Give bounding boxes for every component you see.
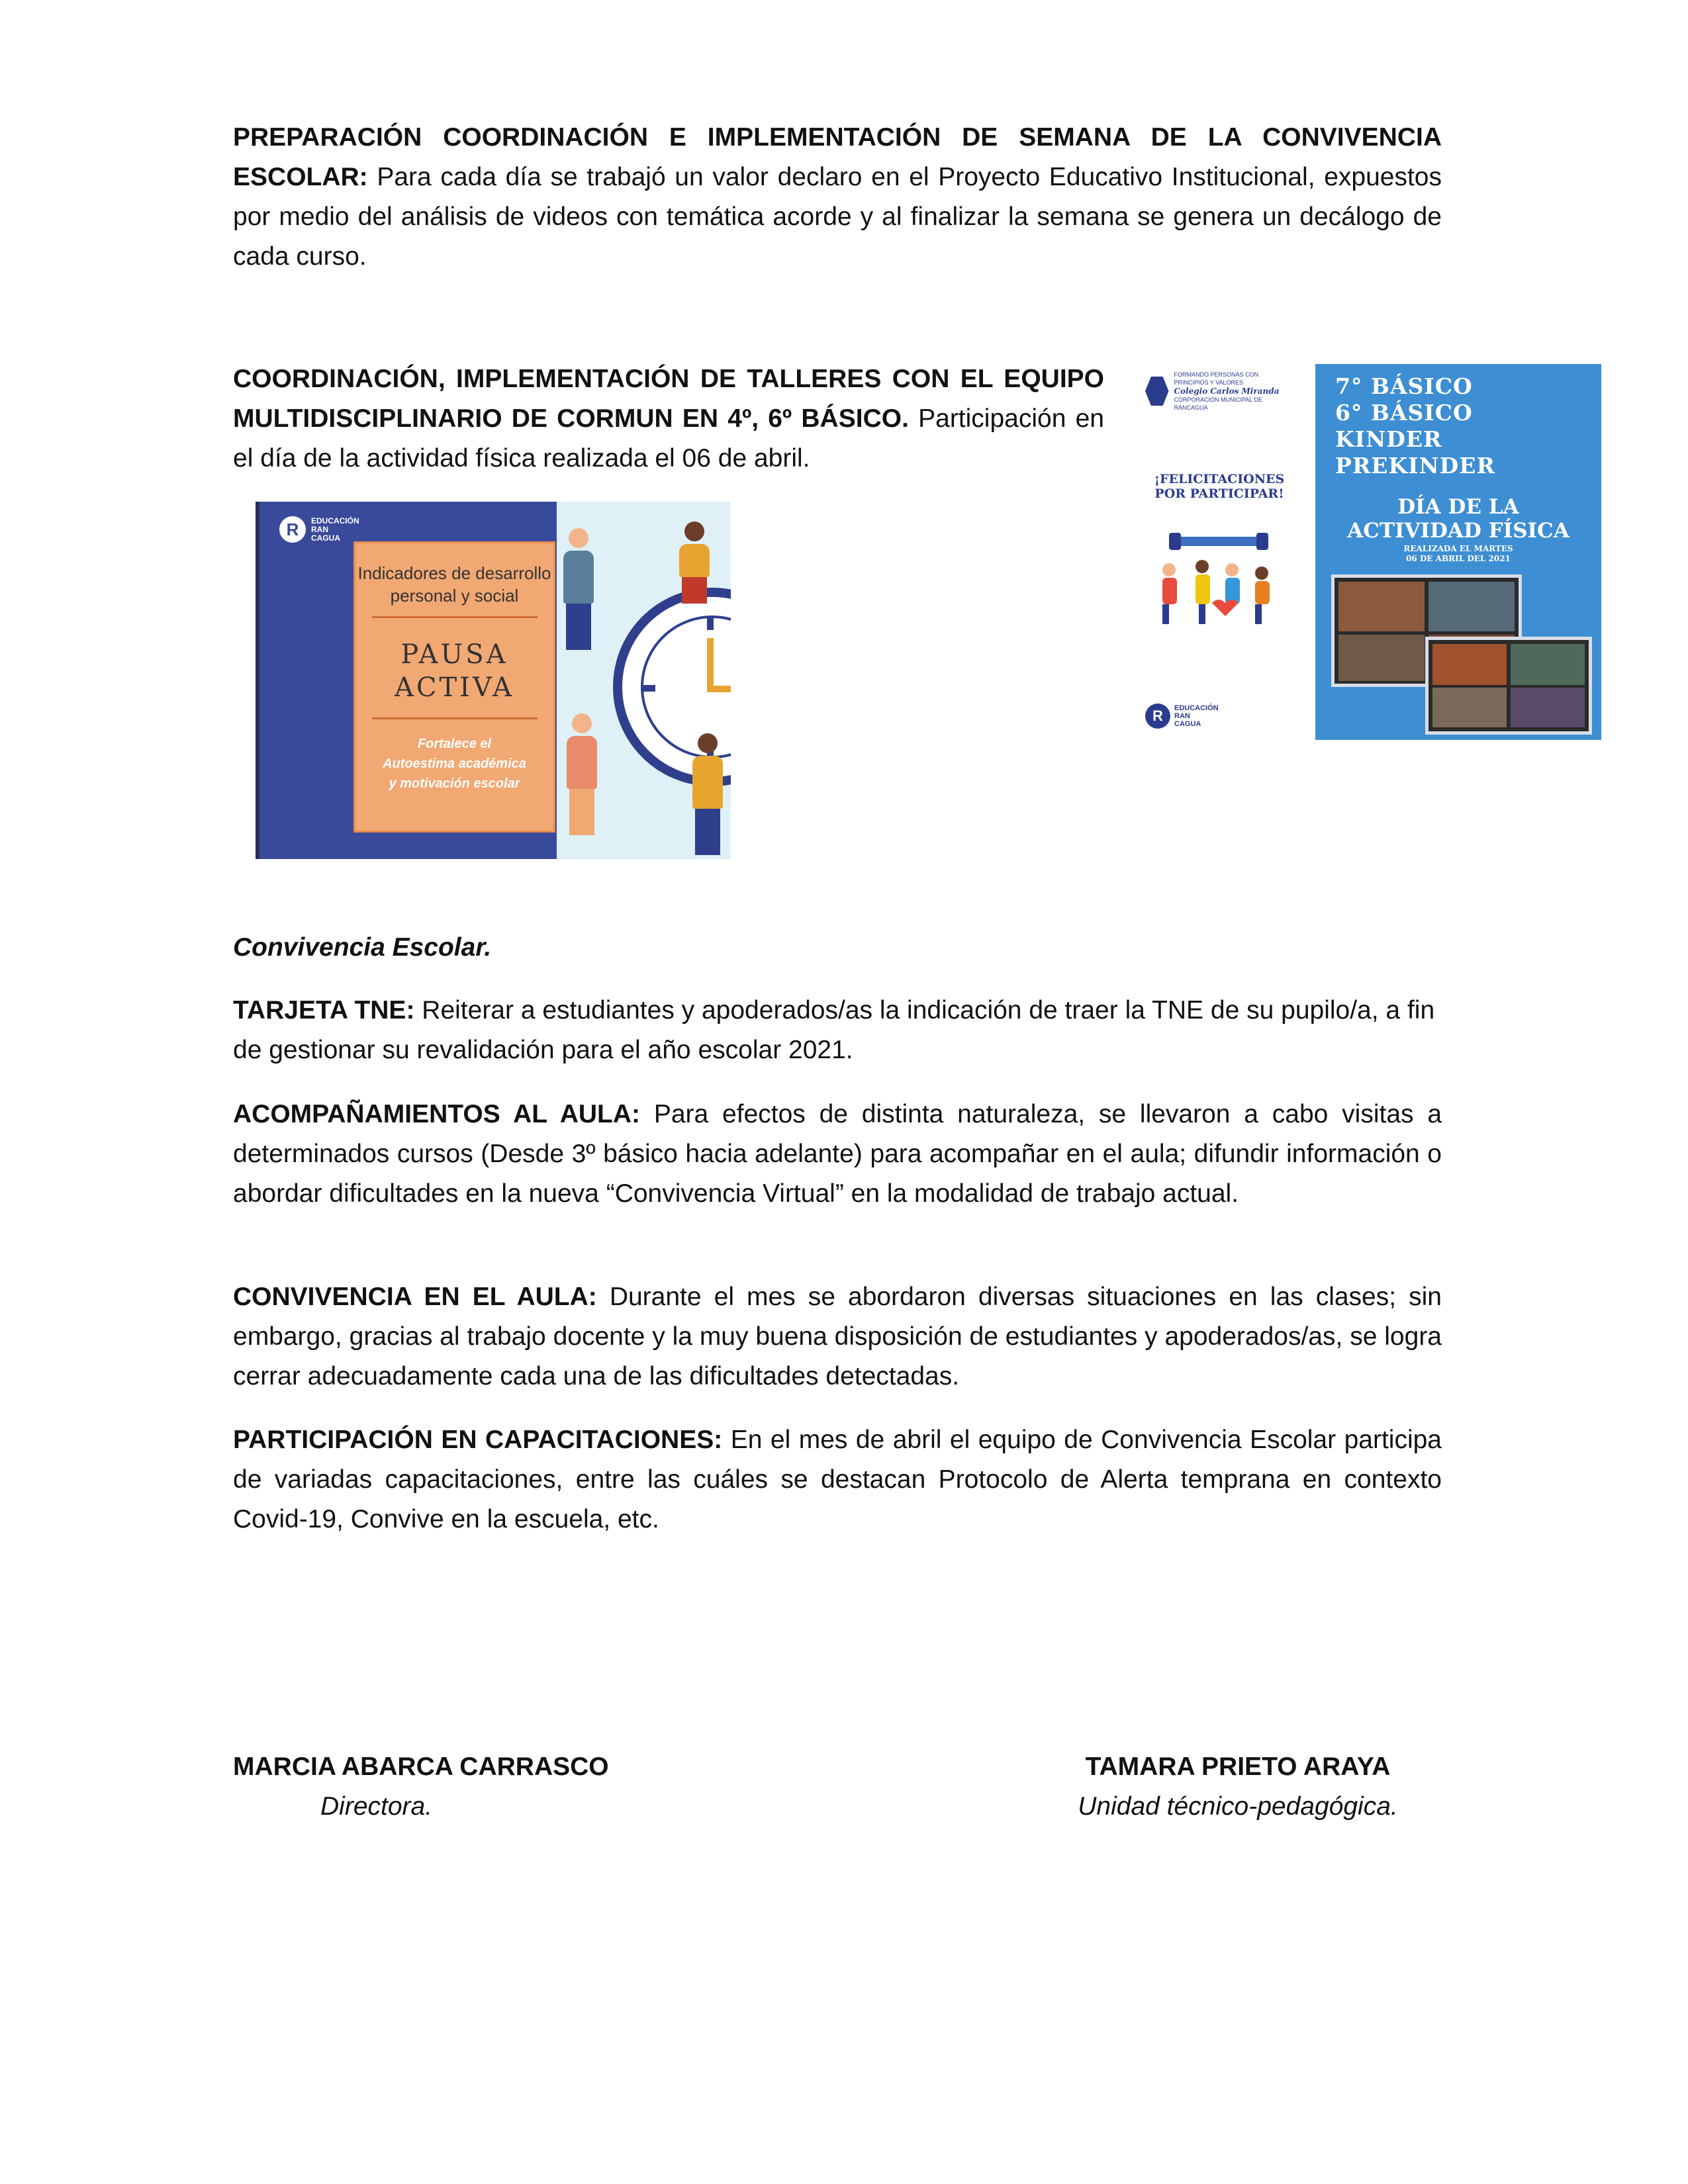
signature-right <box>1033 1747 1443 1827</box>
right-signer-name: TAMARA PRIETO ARAYA <box>1085 1752 1391 1781</box>
event-date-1: REALIZADA EL MARTES <box>1403 544 1513 553</box>
semana-heading: PREPARACIÓN COORDINACIÓN E IMPLEMENTACIÓN DE SEMANA DE LA CONVIVENCIA ESCOLAR: <box>233 123 1442 191</box>
badge-top-text: FORMANDO PERSONAS CON PRINCIPIOS Y VALORES <box>1174 371 1259 386</box>
video-call-screenshot-2 <box>1425 637 1592 735</box>
grade-1: 7° BÁSICO <box>1335 373 1473 399</box>
badge-bottom-text: CORPORACIÓN MUNICIPAL DE RANCAGUA <box>1174 396 1263 411</box>
capacitaciones-paragraph <box>233 1420 1442 1539</box>
pointing-person-icon <box>567 713 597 835</box>
r-logo-icon: R <box>279 516 306 543</box>
pausa-activa-image <box>256 502 731 859</box>
logo-text-2: RAN <box>311 524 328 534</box>
acompanamientos-paragraph <box>233 1095 1442 1214</box>
felicitaciones-text: ¡FELICITACIONES POR PARTICIPAR! <box>1154 472 1285 501</box>
signature-left <box>233 1747 696 1827</box>
acompanamientos-heading: ACOMPAÑAMIENTOS AL AULA: <box>233 1100 641 1128</box>
event-date-2: 06 DE ABRIL DEL 2021 <box>1406 554 1511 563</box>
capacitaciones-body: En el mes de abril el equipo de Convivencia Escolar participa de variadas capacitaciones, entre las cuáles se destacan Protocolo de Alerta temprana en contexto Covid-19, Convive en la escuela, etc. <box>233 1426 1442 1533</box>
grade-2: 6° BÁSICO <box>1335 400 1473 426</box>
talleres-heading: COORDINACIÓN, IMPLEMENTACIÓN DE TALLERES CON EL EQUIPO MULTIDISCIPLINARIO DE CORMUN EN 4º, 6º BÁSICO. <box>233 365 1104 433</box>
card-title-2: ACTIVA <box>394 672 515 703</box>
talleres-paragraph <box>233 359 1104 478</box>
card-subtitle: Fortalece el Autoestima académica y motivación escolar <box>383 737 526 791</box>
standing-person-icon <box>679 522 710 604</box>
walking-person-icon <box>692 733 723 855</box>
grade-4: PREKINDER <box>1335 453 1495 478</box>
capacitaciones-heading: PARTICIPACIÓN EN CAPACITACIONES: <box>233 1426 723 1454</box>
educacion-rancagua-small-logo <box>1145 704 1219 729</box>
event-date <box>1315 544 1601 564</box>
educacion-rancagua-logo <box>279 516 359 543</box>
tne-heading: TARJETA TNE: <box>233 996 415 1024</box>
tne-body: Reiterar a estudiantes y apoderados/as la indicación de traer la TNE de su pupilo/a, a fin de gestionar su revalidación para el año escolar 2021. <box>233 996 1435 1064</box>
left-signer-name: MARCIA ABARCA CARRASCO <box>233 1752 609 1781</box>
mini-logo-text-3: CAGUA <box>1174 720 1201 728</box>
card-title <box>355 638 553 704</box>
grades-list <box>1335 373 1495 479</box>
card-top-text: Indicadores de desarrollo personal y social <box>357 563 551 606</box>
colegio-crest-icon <box>1145 377 1169 406</box>
talleres-body: Participación en el día de la actividad física realizada el 06 de abril. <box>233 404 1104 473</box>
aula-paragraph <box>233 1277 1442 1396</box>
flyer-blue-panel <box>1315 364 1601 740</box>
grade-3: KINDER <box>1335 426 1442 452</box>
semana-paragraph <box>233 118 1442 277</box>
right-signer-role: Unidad técnico-pedagógica. <box>1078 1792 1398 1821</box>
colegio-badge <box>1145 371 1284 411</box>
event-title-1: DÍA DE LA <box>1397 495 1519 519</box>
convivencia-title: Convivencia Escolar. <box>233 933 492 962</box>
event-title <box>1315 495 1601 543</box>
aula-heading: CONVIVENCIA EN EL AULA: <box>233 1283 597 1311</box>
left-signer-role: Directora. <box>320 1792 433 1821</box>
logo-text-3: CAGUA <box>311 533 340 543</box>
actividad-fisica-flyer <box>1136 359 1609 740</box>
children-exercise-illustration <box>1149 530 1288 629</box>
tne-paragraph <box>233 991 1442 1070</box>
mini-logo-text-1: EDUCACIÓN <box>1174 704 1219 712</box>
event-title-2: ACTIVIDAD FÍSICA <box>1347 519 1570 543</box>
logo-text-1: EDUCACIÓN <box>311 516 359 525</box>
stretching-person-icon <box>563 528 594 650</box>
acompanamientos-body: Para efectos de distinta naturaleza, se llevaron a cabo visitas a determinados cursos (Desde 3º básico hacia adelante) para acompañar en el aula; difundir información o abordar dificultades en la nueva “Convivencia Virtual” en la modalidad de trabajo actual. <box>233 1100 1442 1208</box>
badge-school-name: Colegio Carlos Miranda <box>1174 387 1280 396</box>
r-logo-small-icon: R <box>1145 704 1170 729</box>
mini-logo-text-2: RAN <box>1174 712 1190 720</box>
pausa-card <box>353 541 555 833</box>
semana-body: Para cada día se trabajó un valor declaro en el Proyecto Educativo Institucional, expuestos por medio del análisis de videos con temática acorde y al finalizar la semana se genera un decálogo de cada curso. <box>233 163 1442 271</box>
card-title-1: PAUSA <box>400 639 508 670</box>
aula-body: Durante el mes se abordaron diversas situaciones en las clases; sin embargo, gracias al trabajo docente y la muy buena disposición de estudiantes y apoderados/as, se logra cerrar adecuadamente cada una de las dificultades detectadas. <box>233 1283 1442 1390</box>
